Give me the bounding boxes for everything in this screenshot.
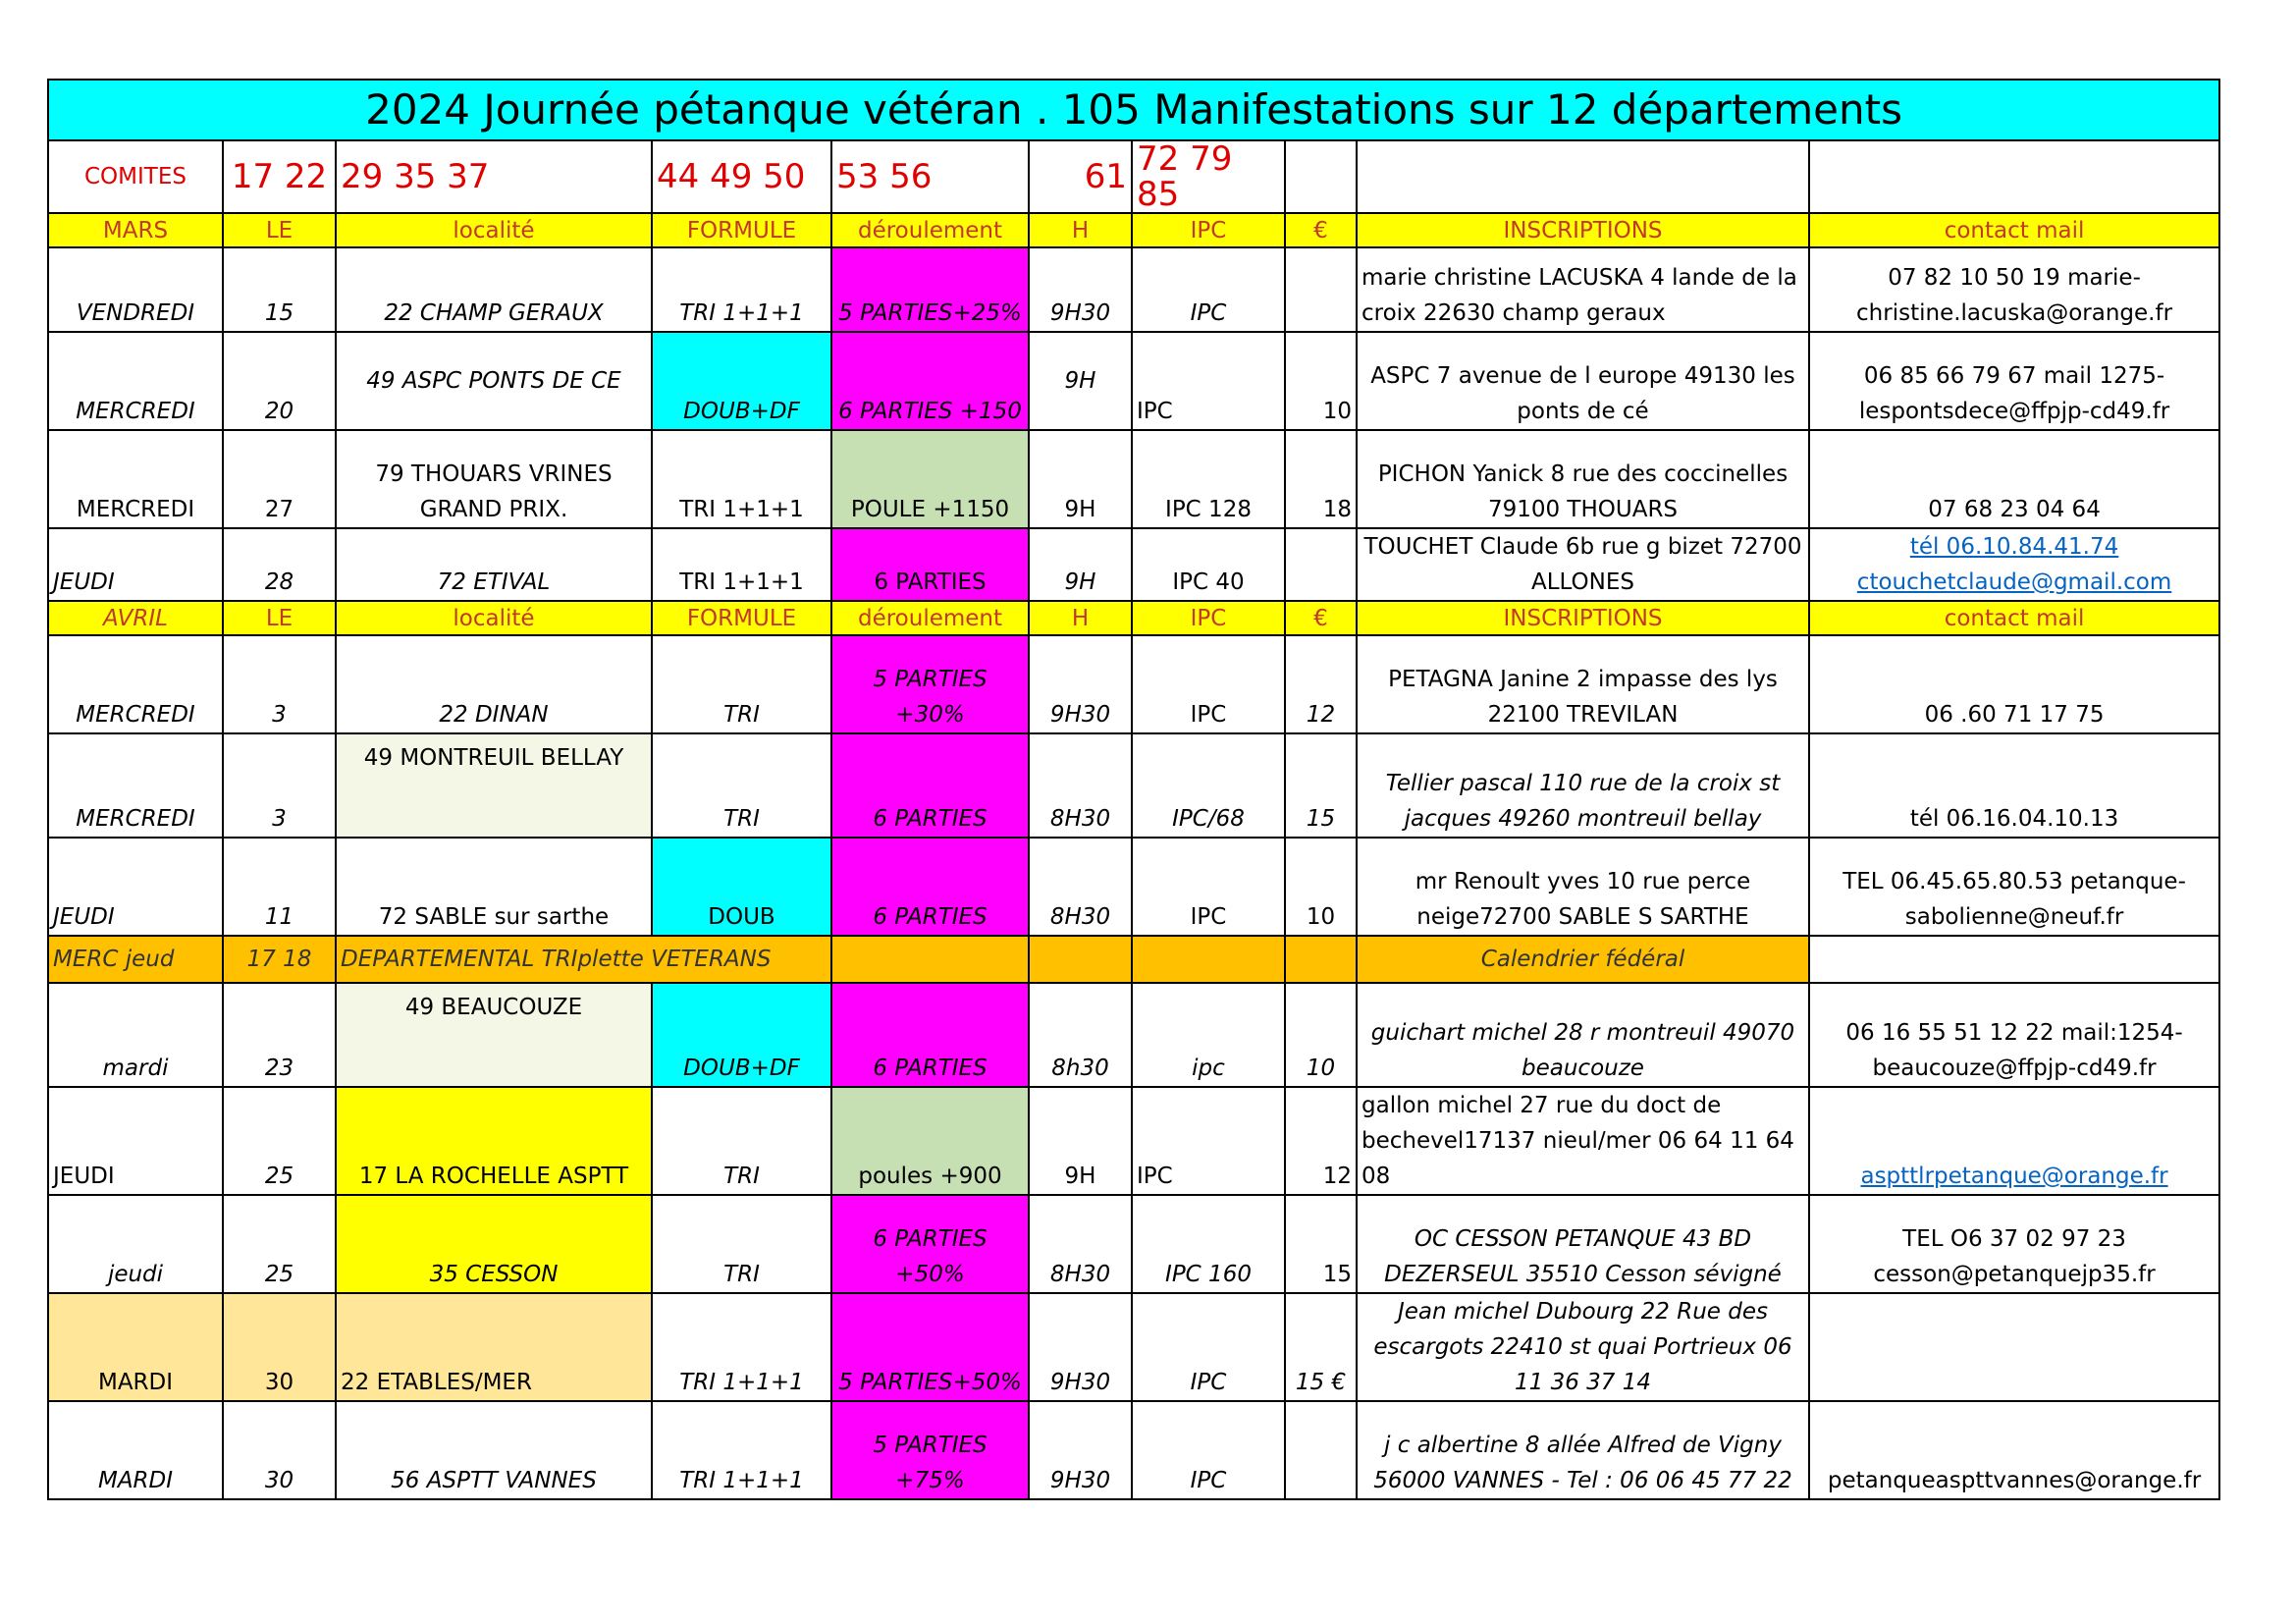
price-cell: 10 — [1285, 983, 1357, 1087]
ipc-cell: IPC — [1132, 635, 1285, 733]
header-inscriptions: INSCRIPTIONS — [1357, 213, 1809, 247]
header-euro: € — [1285, 213, 1357, 247]
header-row-avril — [48, 601, 2219, 635]
contact-cell: 06 85 66 79 67 mail 1275-lespontsdece@ffpjp-cd49.fr — [1809, 332, 2219, 430]
price-cell: 10 — [1285, 838, 1357, 936]
ipc-cell: ipc — [1132, 983, 1285, 1087]
inscriptions-cell: guichart michel 28 r montreuil 49070 beaucouze — [1357, 983, 1809, 1087]
date-cell: 23 — [223, 983, 336, 1087]
comites-value: 17 22 — [223, 140, 336, 213]
formule-cell: TRI 1+1+1 — [652, 430, 831, 528]
heure-cell: 9H30 — [1029, 1401, 1132, 1499]
heure-cell: 9H — [1029, 332, 1132, 430]
price-cell: 12 — [1285, 635, 1357, 733]
sep-day: MERC jeud — [48, 936, 223, 983]
day-cell: MERCREDI — [48, 635, 223, 733]
formule-cell: TRI 1+1+1 — [652, 247, 831, 332]
header-deroulement: déroulement — [831, 213, 1029, 247]
localite-cell: 17 LA ROCHELLE ASPTT — [336, 1087, 652, 1195]
table-row — [48, 332, 2219, 430]
inscriptions-cell: TOUCHET Claude 6b rue g bizet 72700 ALLONES — [1357, 528, 1809, 601]
inscriptions-cell: marie christine LACUSKA 4 lande de la croix 22630 champ geraux — [1357, 247, 1809, 332]
day-cell: jeudi — [48, 1195, 223, 1293]
heure-cell: 8H30 — [1029, 838, 1132, 936]
table-row — [48, 430, 2219, 528]
date-cell: 25 — [223, 1087, 336, 1195]
comites-row — [48, 140, 2219, 213]
table-row — [48, 733, 2219, 838]
contact-cell: 06 16 55 51 12 22 mail:1254-beaucouze@ffpjp-cd49.fr — [1809, 983, 2219, 1087]
header-ipc: IPC — [1132, 601, 1285, 635]
day-cell: JEUDI — [48, 838, 223, 936]
formule-cell: DOUB+DF — [652, 332, 831, 430]
formule-cell: TRI — [652, 1195, 831, 1293]
phone-link[interactable]: tél 06.10.84.41.74 — [1909, 534, 2119, 560]
localite-cell: 72 SABLE sur sarthe — [336, 838, 652, 936]
contact-cell: TEL 06.45.65.80.53 petanque-sabolienne@neuf.fr — [1809, 838, 2219, 936]
heure-cell: 9H — [1029, 528, 1132, 601]
date-cell: 15 — [223, 247, 336, 332]
ipc-cell: IPC — [1132, 1087, 1285, 1195]
inscriptions-cell: PETAGNA Janine 2 impasse des lys 22100 TREVILAN — [1357, 635, 1809, 733]
heure-cell: 8H30 — [1029, 733, 1132, 838]
price-cell: 12 — [1285, 1087, 1357, 1195]
contact-cell: tél 06.16.04.10.13 — [1809, 733, 2219, 838]
table-row — [48, 1195, 2219, 1293]
heure-cell: 9H — [1029, 1087, 1132, 1195]
email-link[interactable]: aspttlrpetanque@orange.fr — [1860, 1164, 2168, 1189]
page-title: 2024 Journée pétanque vétéran . 105 Manifestations sur 12 départements — [48, 80, 2219, 140]
ipc-cell: IPC 40 — [1132, 528, 1285, 601]
deroulement-cell: POULE +1150 — [831, 430, 1029, 528]
inscriptions-cell: Jean michel Dubourg 22 Rue des escargots 22410 st quai Portrieux 06 11 36 37 14 — [1357, 1293, 1809, 1401]
localite-cell: 49 ASPC PONTS DE CE — [336, 332, 652, 430]
inscriptions-cell: PICHON Yanick 8 rue des coccinelles 79100 THOUARS — [1357, 430, 1809, 528]
events-table — [47, 79, 2220, 1500]
localite-cell: 49 BEAUCOUZE — [336, 983, 652, 1087]
header-euro: € — [1285, 601, 1357, 635]
header-formule: FORMULE — [652, 213, 831, 247]
day-cell: JEUDI — [48, 1087, 223, 1195]
contact-cell: TEL O6 37 02 97 23 cesson@petanquejp35.fr — [1809, 1195, 2219, 1293]
heure-cell: 9H30 — [1029, 1293, 1132, 1401]
heure-cell: 8H30 — [1029, 1195, 1132, 1293]
heure-cell: 9H30 — [1029, 635, 1132, 733]
day-cell: MARDI — [48, 1401, 223, 1499]
formule-cell: DOUB — [652, 838, 831, 936]
contact-cell: 07 68 23 04 64 — [1809, 430, 2219, 528]
table-row — [48, 1293, 2219, 1401]
ipc-cell: IPC — [1132, 332, 1285, 430]
day-cell: MARDI — [48, 1293, 223, 1401]
formule-cell: TRI — [652, 635, 831, 733]
table-row — [48, 838, 2219, 936]
contact-cell: 06 .60 71 17 75 — [1809, 635, 2219, 733]
day-cell: JEUDI — [48, 528, 223, 601]
date-cell: 3 — [223, 733, 336, 838]
heure-cell: 9H30 — [1029, 247, 1132, 332]
header-deroulement: déroulement — [831, 601, 1029, 635]
deroulement-cell: 6 PARTIES — [831, 838, 1029, 936]
ipc-cell: IPC 128 — [1132, 430, 1285, 528]
localite-cell: 22 CHAMP GERAUX — [336, 247, 652, 332]
ipc-cell: IPC — [1132, 1293, 1285, 1401]
table-row — [48, 983, 2219, 1087]
ipc-cell: IPC — [1132, 1401, 1285, 1499]
header-inscriptions: INSCRIPTIONS — [1357, 601, 1809, 635]
header-localite: localité — [336, 601, 652, 635]
ipc-cell: IPC 160 — [1132, 1195, 1285, 1293]
header-le: LE — [223, 601, 336, 635]
date-cell: 27 — [223, 430, 336, 528]
departemental-row — [48, 936, 2219, 983]
date-cell: 11 — [223, 838, 336, 936]
price-cell: 18 — [1285, 430, 1357, 528]
date-cell: 3 — [223, 635, 336, 733]
deroulement-cell: 5 PARTIES +75% — [831, 1401, 1029, 1499]
inscriptions-cell: gallon michel 27 rue du doct de bechevel17137 nieul/mer 06 64 11 64 08 — [1357, 1087, 1809, 1195]
comites-value: 44 49 50 — [652, 140, 831, 213]
formule-cell: TRI — [652, 733, 831, 838]
deroulement-cell: 6 PARTIES +150 — [831, 332, 1029, 430]
inscriptions-cell: ASPC 7 avenue de l europe 49130 les ponts de cé — [1357, 332, 1809, 430]
inscriptions-cell: OC CESSON PETANQUE 43 BD DEZERSEUL 35510 Cesson sévigné — [1357, 1195, 1809, 1293]
formule-cell: TRI 1+1+1 — [652, 528, 831, 601]
title-row — [48, 80, 2219, 140]
deroulement-cell: 5 PARTIES +30% — [831, 635, 1029, 733]
localite-cell: 72 ETIVAL — [336, 528, 652, 601]
calendar-link: Calendrier fédéral — [1357, 936, 1809, 983]
day-cell: MERCREDI — [48, 733, 223, 838]
date-cell: 30 — [223, 1293, 336, 1401]
comites-value: 29 35 37 — [336, 140, 652, 213]
ipc-cell: IPC — [1132, 247, 1285, 332]
day-cell: MERCREDI — [48, 332, 223, 430]
header-month: MARS — [48, 213, 223, 247]
price-cell — [1285, 528, 1357, 601]
localite-cell: 22 DINAN — [336, 635, 652, 733]
table-row — [48, 1087, 2219, 1195]
deroulement-cell: 6 PARTIES +50% — [831, 1195, 1029, 1293]
header-le: LE — [223, 213, 336, 247]
header-ipc: IPC — [1132, 213, 1285, 247]
sep-title: DEPARTEMENTAL TRIplette VETERANS — [336, 936, 831, 983]
comites-value: 53 56 — [831, 140, 1029, 213]
comites-label: COMITES — [48, 140, 223, 213]
deroulement-cell: 6 PARTIES — [831, 528, 1029, 601]
header-contact: contact mail — [1809, 213, 2219, 247]
contact-cell — [1809, 1087, 2219, 1195]
header-localite: localité — [336, 213, 652, 247]
ipc-cell: IPC — [1132, 838, 1285, 936]
price-cell: 15 — [1285, 733, 1357, 838]
table-row — [48, 1401, 2219, 1499]
price-cell: 15 — [1285, 1195, 1357, 1293]
inscriptions-cell: Tellier pascal 110 rue de la croix st jacques 49260 montreuil bellay — [1357, 733, 1809, 838]
day-cell: VENDREDI — [48, 247, 223, 332]
formule-cell: TRI — [652, 1087, 831, 1195]
localite-cell: 56 ASPTT VANNES — [336, 1401, 652, 1499]
localite-cell: 35 CESSON — [336, 1195, 652, 1293]
sep-date: 17 18 — [223, 936, 336, 983]
price-cell — [1285, 247, 1357, 332]
day-cell: MERCREDI — [48, 430, 223, 528]
date-cell: 30 — [223, 1401, 336, 1499]
deroulement-cell: 6 PARTIES — [831, 733, 1029, 838]
header-h: H — [1029, 213, 1132, 247]
table-row — [48, 635, 2219, 733]
deroulement-cell: 6 PARTIES — [831, 983, 1029, 1087]
contact-cell — [1809, 1293, 2219, 1401]
date-cell: 20 — [223, 332, 336, 430]
heure-cell: 9H — [1029, 430, 1132, 528]
comites-value: 61 — [1029, 140, 1132, 213]
inscriptions-cell: j c albertine 8 allée Alfred de Vigny 56000 VANNES - Tel : 06 06 45 77 22 — [1357, 1401, 1809, 1499]
header-h: H — [1029, 601, 1132, 635]
deroulement-cell: poules +900 — [831, 1087, 1029, 1195]
formule-cell: DOUB+DF — [652, 983, 831, 1087]
localite-cell: 79 THOUARS VRINES GRAND PRIX. — [336, 430, 652, 528]
comites-value: 72 79 85 — [1132, 140, 1285, 213]
header-row-mars — [48, 213, 2219, 247]
header-month: AVRIL — [48, 601, 223, 635]
date-cell: 28 — [223, 528, 336, 601]
deroulement-cell: 5 PARTIES+25% — [831, 247, 1029, 332]
contact-cell: 07 82 10 50 19 marie-christine.lacuska@orange.fr — [1809, 247, 2219, 332]
price-cell — [1285, 1401, 1357, 1499]
localite-cell: 49 MONTREUIL BELLAY — [336, 733, 652, 838]
contact-cell: petanqueaspttvannes@orange.fr — [1809, 1401, 2219, 1499]
formule-cell: TRI 1+1+1 — [652, 1401, 831, 1499]
date-cell: 25 — [223, 1195, 336, 1293]
header-contact: contact mail — [1809, 601, 2219, 635]
table-row — [48, 247, 2219, 332]
day-cell: mardi — [48, 983, 223, 1087]
email-link[interactable]: ctouchetclaude@gmail.com — [1856, 569, 2172, 595]
localite-cell: 22 ETABLES/MER — [336, 1293, 652, 1401]
price-cell: 10 — [1285, 332, 1357, 430]
heure-cell: 8h30 — [1029, 983, 1132, 1087]
contact-cell — [1809, 528, 2219, 601]
formule-cell: TRI 1+1+1 — [652, 1293, 831, 1401]
ipc-cell: IPC/68 — [1132, 733, 1285, 838]
price-cell: 15 € — [1285, 1293, 1357, 1401]
inscriptions-cell: mr Renoult yves 10 rue perce neige72700 SABLE S SARTHE — [1357, 838, 1809, 936]
table-row — [48, 528, 2219, 601]
deroulement-cell: 5 PARTIES+50% — [831, 1293, 1029, 1401]
header-formule: FORMULE — [652, 601, 831, 635]
